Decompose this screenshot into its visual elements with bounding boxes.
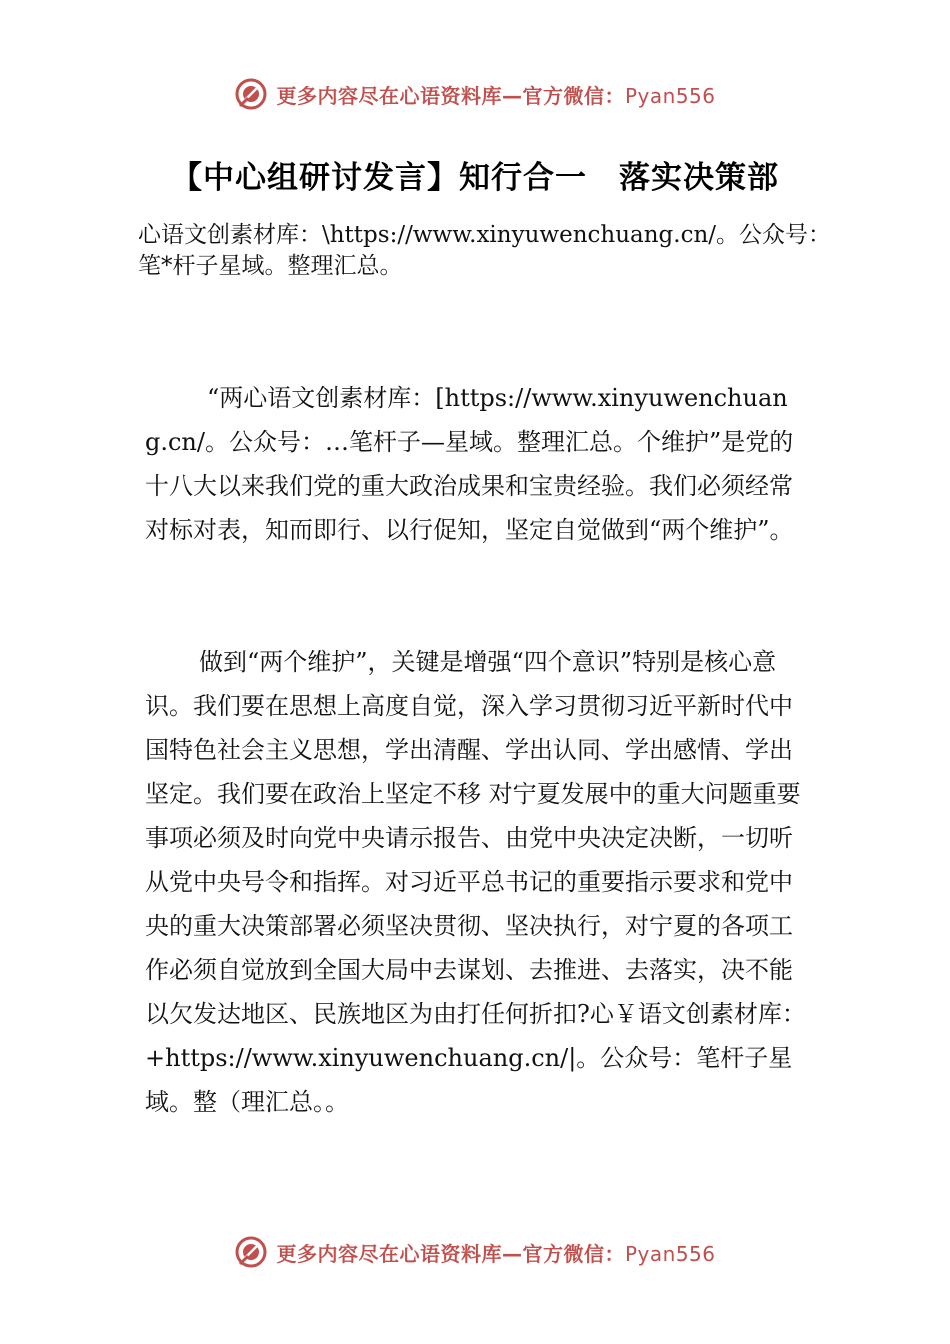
header-banner-text: 更多内容尽在心语资料库—官方微信：Pyan556 (276, 83, 716, 108)
footer-banner (0, 1230, 950, 1274)
logo-icon (234, 1235, 268, 1269)
document-title: 【中心组研讨发言】知行合一 落实决策部 (171, 160, 779, 196)
source-note: 心语文创素材库：\https://www.xinyuwenchuang.cn/。公众号：笔*杆子星域。整理汇总。 (138, 222, 832, 279)
paragraph-1: “两心语文创素材库：[https://www.xinyuwenchuang.cn/。公众号：…笔杆子—星域。整理汇总。个维护”是党的十八大以来我们党的重大政治成果和宝贵经验。我们必须经常对标对表，知而即行、以行促知，坚定自觉做到“两个维护”。 (145, 384, 794, 544)
footer-banner-text: 更多内容尽在心语资料库—官方微信：Pyan556 (276, 1241, 716, 1266)
paragraph-2: 做到“两个维护”，关键是增强“四个意识”特别是核心意识。我们要在思想上高度自觉，深入学习贯彻习近平新时代中国特色社会主义思想，学出清醒、学出认同、学出感情、学出坚定。我们要在政治上坚定不移 对宁夏发展中的重大问题重要事项必须及时向党中央请示报告、由党中央决定决断，一切听从党中央号令和指挥。对习近平总书记的重要指示要求和党中央的重大决策部署必须坚决贯彻、坚决执行，对宁夏的各项工作必须自觉放到全国大局中去谋划、去推进、去落实，决不能以欠发达地区、民族地区为由打任何折扣?心￥语文创素材库：+https://www.xinyuwenchuang.cn/|。公众号：笔杆子星域。整（理汇总。。 (145, 648, 806, 1116)
header-banner (0, 72, 950, 116)
logo-icon (234, 77, 268, 111)
